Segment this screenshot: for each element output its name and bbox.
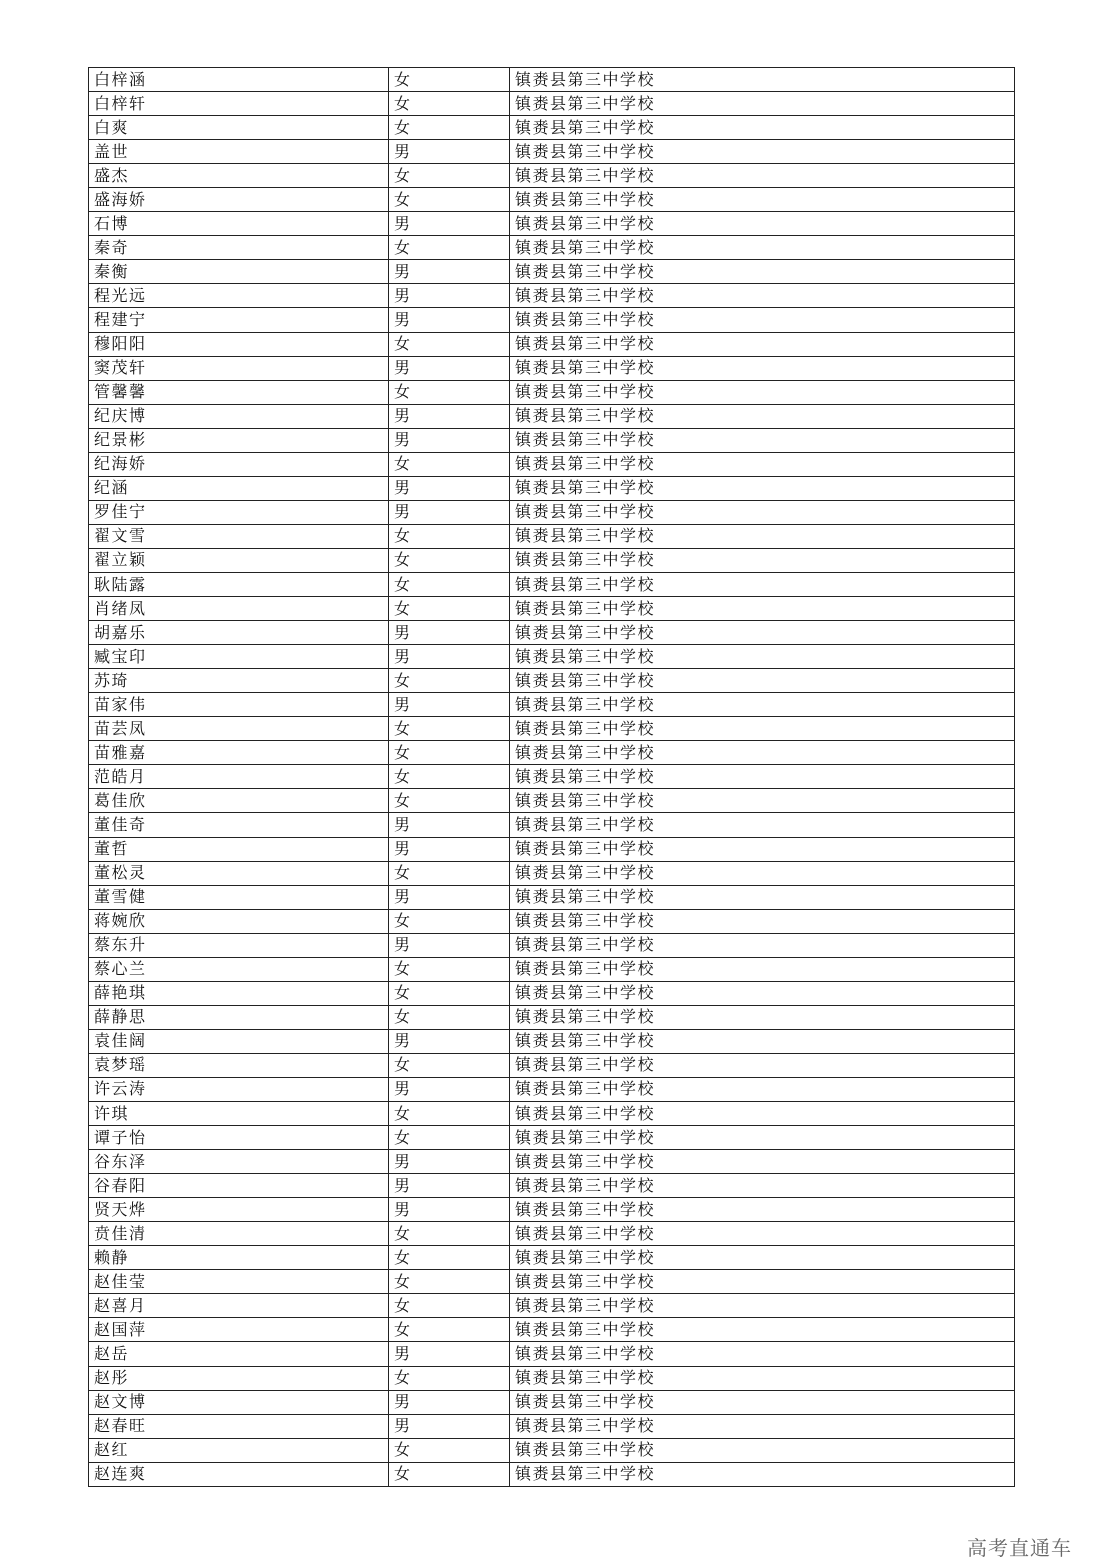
student-name-cell: 谷东泽 [89,1150,389,1174]
school-cell: 镇赉县第三中学校 [510,933,1015,957]
school-cell: 镇赉县第三中学校 [510,1077,1015,1101]
gender-cell: 女 [389,1246,510,1270]
school-cell: 镇赉县第三中学校 [510,1029,1015,1053]
school-cell: 镇赉县第三中学校 [510,1126,1015,1150]
table-row [89,140,1015,164]
student-name-cell: 范皓月 [89,765,389,789]
gender-cell: 男 [389,500,510,524]
table-row [89,404,1015,428]
student-name-cell: 谷春阳 [89,1174,389,1198]
gender-cell: 女 [389,548,510,572]
student-name-cell: 纪景彬 [89,428,389,452]
table-row [89,1246,1015,1270]
gender-cell: 女 [389,1102,510,1126]
table-row [89,500,1015,524]
student-name-cell: 赵连爽 [89,1462,389,1486]
gender-cell: 女 [389,1366,510,1390]
student-name-cell: 石博 [89,212,389,236]
school-cell: 镇赉县第三中学校 [510,428,1015,452]
gender-cell: 男 [389,428,510,452]
gender-cell: 男 [389,1198,510,1222]
gender-cell: 女 [389,741,510,765]
student-name-cell: 秦奇 [89,236,389,260]
gender-cell: 男 [389,645,510,669]
student-name-cell: 赵春旺 [89,1414,389,1438]
gender-cell: 男 [389,1342,510,1366]
table-row [89,1029,1015,1053]
gender-cell: 男 [389,1390,510,1414]
student-name-cell: 盛杰 [89,164,389,188]
school-cell: 镇赉县第三中学校 [510,476,1015,500]
school-cell: 镇赉县第三中学校 [510,1053,1015,1077]
student-name-cell: 穆阳阳 [89,332,389,356]
gender-cell: 男 [389,1174,510,1198]
gender-cell: 女 [389,68,510,92]
table-row [89,1438,1015,1462]
school-cell: 镇赉县第三中学校 [510,813,1015,837]
student-name-cell: 赵彤 [89,1366,389,1390]
school-cell: 镇赉县第三中学校 [510,957,1015,981]
table-row [89,1462,1015,1486]
table-row [89,765,1015,789]
school-cell: 镇赉县第三中学校 [510,1150,1015,1174]
table-row [89,933,1015,957]
student-name-cell: 苏琦 [89,669,389,693]
gender-cell: 女 [389,909,510,933]
table-row [89,813,1015,837]
student-name-cell: 翟文雪 [89,524,389,548]
school-cell: 镇赉县第三中学校 [510,140,1015,164]
gender-cell: 女 [389,1270,510,1294]
table-row [89,1390,1015,1414]
student-name-cell: 程建宁 [89,308,389,332]
school-cell: 镇赉县第三中学校 [510,909,1015,933]
student-name-cell: 臧宝印 [89,645,389,669]
table-row [89,741,1015,765]
student-name-cell: 赵佳莹 [89,1270,389,1294]
gender-cell: 女 [389,236,510,260]
school-cell: 镇赉县第三中学校 [510,284,1015,308]
table-row [89,68,1015,92]
student-name-cell: 翟立颖 [89,548,389,572]
student-name-cell: 袁梦瑶 [89,1053,389,1077]
school-cell: 镇赉县第三中学校 [510,500,1015,524]
student-name-cell: 赵国萍 [89,1318,389,1342]
table-row [89,861,1015,885]
student-name-cell: 薛静思 [89,1005,389,1029]
gender-cell: 女 [389,957,510,981]
school-cell: 镇赉县第三中学校 [510,597,1015,621]
student-name-cell: 肖绪凤 [89,597,389,621]
student-name-cell: 董松灵 [89,861,389,885]
table-row [89,837,1015,861]
student-name-cell: 许琪 [89,1102,389,1126]
gender-cell: 男 [389,933,510,957]
school-cell: 镇赉县第三中学校 [510,548,1015,572]
gender-cell: 女 [389,981,510,1005]
school-cell: 镇赉县第三中学校 [510,1390,1015,1414]
school-cell: 镇赉县第三中学校 [510,236,1015,260]
table-row [89,957,1015,981]
student-name-cell: 纪海娇 [89,452,389,476]
gender-cell: 女 [389,597,510,621]
student-name-cell: 白爽 [89,116,389,140]
table-row [89,452,1015,476]
student-name-cell: 纪涵 [89,476,389,500]
table-row [89,1222,1015,1246]
school-cell: 镇赉县第三中学校 [510,1414,1015,1438]
gender-cell: 男 [389,308,510,332]
table-row [89,981,1015,1005]
gender-cell: 男 [389,212,510,236]
school-cell: 镇赉县第三中学校 [510,92,1015,116]
table-row [89,188,1015,212]
table-row [89,621,1015,645]
school-cell: 镇赉县第三中学校 [510,693,1015,717]
student-name-cell: 蔡东升 [89,933,389,957]
table-row [89,476,1015,500]
gender-cell: 男 [389,837,510,861]
school-cell: 镇赉县第三中学校 [510,1246,1015,1270]
school-cell: 镇赉县第三中学校 [510,765,1015,789]
student-name-cell: 秦衡 [89,260,389,284]
gender-cell: 男 [389,693,510,717]
student-name-cell: 董佳奇 [89,813,389,837]
school-cell: 镇赉县第三中学校 [510,260,1015,284]
school-cell: 镇赉县第三中学校 [510,837,1015,861]
gender-cell: 男 [389,1414,510,1438]
school-cell: 镇赉县第三中学校 [510,332,1015,356]
student-name-cell: 董哲 [89,837,389,861]
school-cell: 镇赉县第三中学校 [510,885,1015,909]
student-name-cell: 蔡心兰 [89,957,389,981]
school-cell: 镇赉县第三中学校 [510,1198,1015,1222]
table-row [89,909,1015,933]
student-name-cell: 纪庆博 [89,404,389,428]
table-row [89,1342,1015,1366]
student-name-cell: 苗雅嘉 [89,741,389,765]
student-name-cell: 盛海娇 [89,188,389,212]
gender-cell: 女 [389,452,510,476]
gender-cell: 女 [389,1438,510,1462]
school-cell: 镇赉县第三中学校 [510,1462,1015,1486]
gender-cell: 女 [389,1126,510,1150]
gender-cell: 男 [389,621,510,645]
student-name-cell: 盖世 [89,140,389,164]
gender-cell: 女 [389,332,510,356]
student-name-cell: 胡嘉乐 [89,621,389,645]
school-cell: 镇赉县第三中学校 [510,404,1015,428]
gender-cell: 女 [389,572,510,596]
school-cell: 镇赉县第三中学校 [510,621,1015,645]
school-cell: 镇赉县第三中学校 [510,1342,1015,1366]
table-row [89,236,1015,260]
table-row [89,1005,1015,1029]
student-name-cell: 管馨馨 [89,380,389,404]
table-row [89,1294,1015,1318]
gender-cell: 女 [389,116,510,140]
student-name-cell: 赵喜月 [89,1294,389,1318]
student-name-cell: 窦茂轩 [89,356,389,380]
table-row [89,524,1015,548]
gender-cell: 女 [389,1318,510,1342]
school-cell: 镇赉县第三中学校 [510,356,1015,380]
student-name-cell: 罗佳宁 [89,500,389,524]
school-cell: 镇赉县第三中学校 [510,524,1015,548]
gender-cell: 男 [389,260,510,284]
school-cell: 镇赉县第三中学校 [510,1102,1015,1126]
gender-cell: 女 [389,669,510,693]
gender-cell: 女 [389,1462,510,1486]
student-name-cell: 蒋婉欣 [89,909,389,933]
gender-cell: 男 [389,1077,510,1101]
gender-cell: 女 [389,188,510,212]
student-name-cell: 赵岳 [89,1342,389,1366]
table-row [89,164,1015,188]
student-name-cell: 程光远 [89,284,389,308]
student-name-cell: 白梓涵 [89,68,389,92]
table-row [89,1318,1015,1342]
table-row [89,308,1015,332]
school-cell: 镇赉县第三中学校 [510,68,1015,92]
table-row [89,92,1015,116]
gender-cell: 女 [389,1053,510,1077]
student-roster-table [88,67,1015,1487]
student-name-cell: 谭子怡 [89,1126,389,1150]
school-cell: 镇赉县第三中学校 [510,1318,1015,1342]
table-row [89,1366,1015,1390]
student-name-cell: 葛佳欣 [89,789,389,813]
school-cell: 镇赉县第三中学校 [510,1222,1015,1246]
gender-cell: 女 [389,765,510,789]
student-name-cell: 苗家伟 [89,693,389,717]
student-name-cell: 苗芸凤 [89,717,389,741]
school-cell: 镇赉县第三中学校 [510,861,1015,885]
school-cell: 镇赉县第三中学校 [510,1270,1015,1294]
student-name-cell: 许云涛 [89,1077,389,1101]
table-row [89,1174,1015,1198]
table-row [89,332,1015,356]
student-name-cell: 赵文博 [89,1390,389,1414]
table-row [89,116,1015,140]
gender-cell: 女 [389,524,510,548]
school-cell: 镇赉县第三中学校 [510,1366,1015,1390]
table-row [89,885,1015,909]
school-cell: 镇赉县第三中学校 [510,717,1015,741]
gender-cell: 女 [389,717,510,741]
gender-cell: 男 [389,1029,510,1053]
gender-cell: 女 [389,164,510,188]
gender-cell: 男 [389,140,510,164]
gender-cell: 男 [389,404,510,428]
gender-cell: 男 [389,356,510,380]
gender-cell: 女 [389,1294,510,1318]
table-row [89,1150,1015,1174]
school-cell: 镇赉县第三中学校 [510,1005,1015,1029]
table-row [89,1270,1015,1294]
school-cell: 镇赉县第三中学校 [510,1174,1015,1198]
table-row [89,548,1015,572]
table-row [89,717,1015,741]
gender-cell: 女 [389,861,510,885]
table-row [89,597,1015,621]
table-row [89,1414,1015,1438]
roster-body [89,68,1015,1487]
school-cell: 镇赉县第三中学校 [510,1438,1015,1462]
school-cell: 镇赉县第三中学校 [510,212,1015,236]
table-row [89,1053,1015,1077]
table-row [89,1102,1015,1126]
student-name-cell: 袁佳阔 [89,1029,389,1053]
student-name-cell: 贲佳清 [89,1222,389,1246]
table-row [89,645,1015,669]
school-cell: 镇赉县第三中学校 [510,116,1015,140]
school-cell: 镇赉县第三中学校 [510,572,1015,596]
school-cell: 镇赉县第三中学校 [510,741,1015,765]
table-row [89,284,1015,308]
gender-cell: 男 [389,1150,510,1174]
school-cell: 镇赉县第三中学校 [510,669,1015,693]
watermark-text: 高考直通车 [967,1536,1072,1560]
school-cell: 镇赉县第三中学校 [510,308,1015,332]
gender-cell: 男 [389,885,510,909]
school-cell: 镇赉县第三中学校 [510,452,1015,476]
student-name-cell: 耿陆露 [89,572,389,596]
school-cell: 镇赉县第三中学校 [510,981,1015,1005]
student-name-cell: 董雪健 [89,885,389,909]
school-cell: 镇赉县第三中学校 [510,188,1015,212]
student-name-cell: 赵红 [89,1438,389,1462]
school-cell: 镇赉县第三中学校 [510,380,1015,404]
table-row [89,212,1015,236]
gender-cell: 男 [389,284,510,308]
table-row [89,669,1015,693]
table-row [89,693,1015,717]
gender-cell: 男 [389,813,510,837]
school-cell: 镇赉县第三中学校 [510,164,1015,188]
student-name-cell: 白梓轩 [89,92,389,116]
table-row [89,1198,1015,1222]
gender-cell: 女 [389,789,510,813]
gender-cell: 女 [389,1005,510,1029]
gender-cell: 女 [389,1222,510,1246]
table-row [89,1077,1015,1101]
table-row [89,1126,1015,1150]
gender-cell: 男 [389,476,510,500]
table-row [89,572,1015,596]
table-row [89,380,1015,404]
table-row [89,260,1015,284]
table-row [89,789,1015,813]
table-row [89,428,1015,452]
school-cell: 镇赉县第三中学校 [510,1294,1015,1318]
gender-cell: 女 [389,380,510,404]
table-row [89,356,1015,380]
student-name-cell: 贤天烨 [89,1198,389,1222]
gender-cell: 女 [389,92,510,116]
student-name-cell: 赖静 [89,1246,389,1270]
student-name-cell: 薛艳琪 [89,981,389,1005]
school-cell: 镇赉县第三中学校 [510,789,1015,813]
school-cell: 镇赉县第三中学校 [510,645,1015,669]
